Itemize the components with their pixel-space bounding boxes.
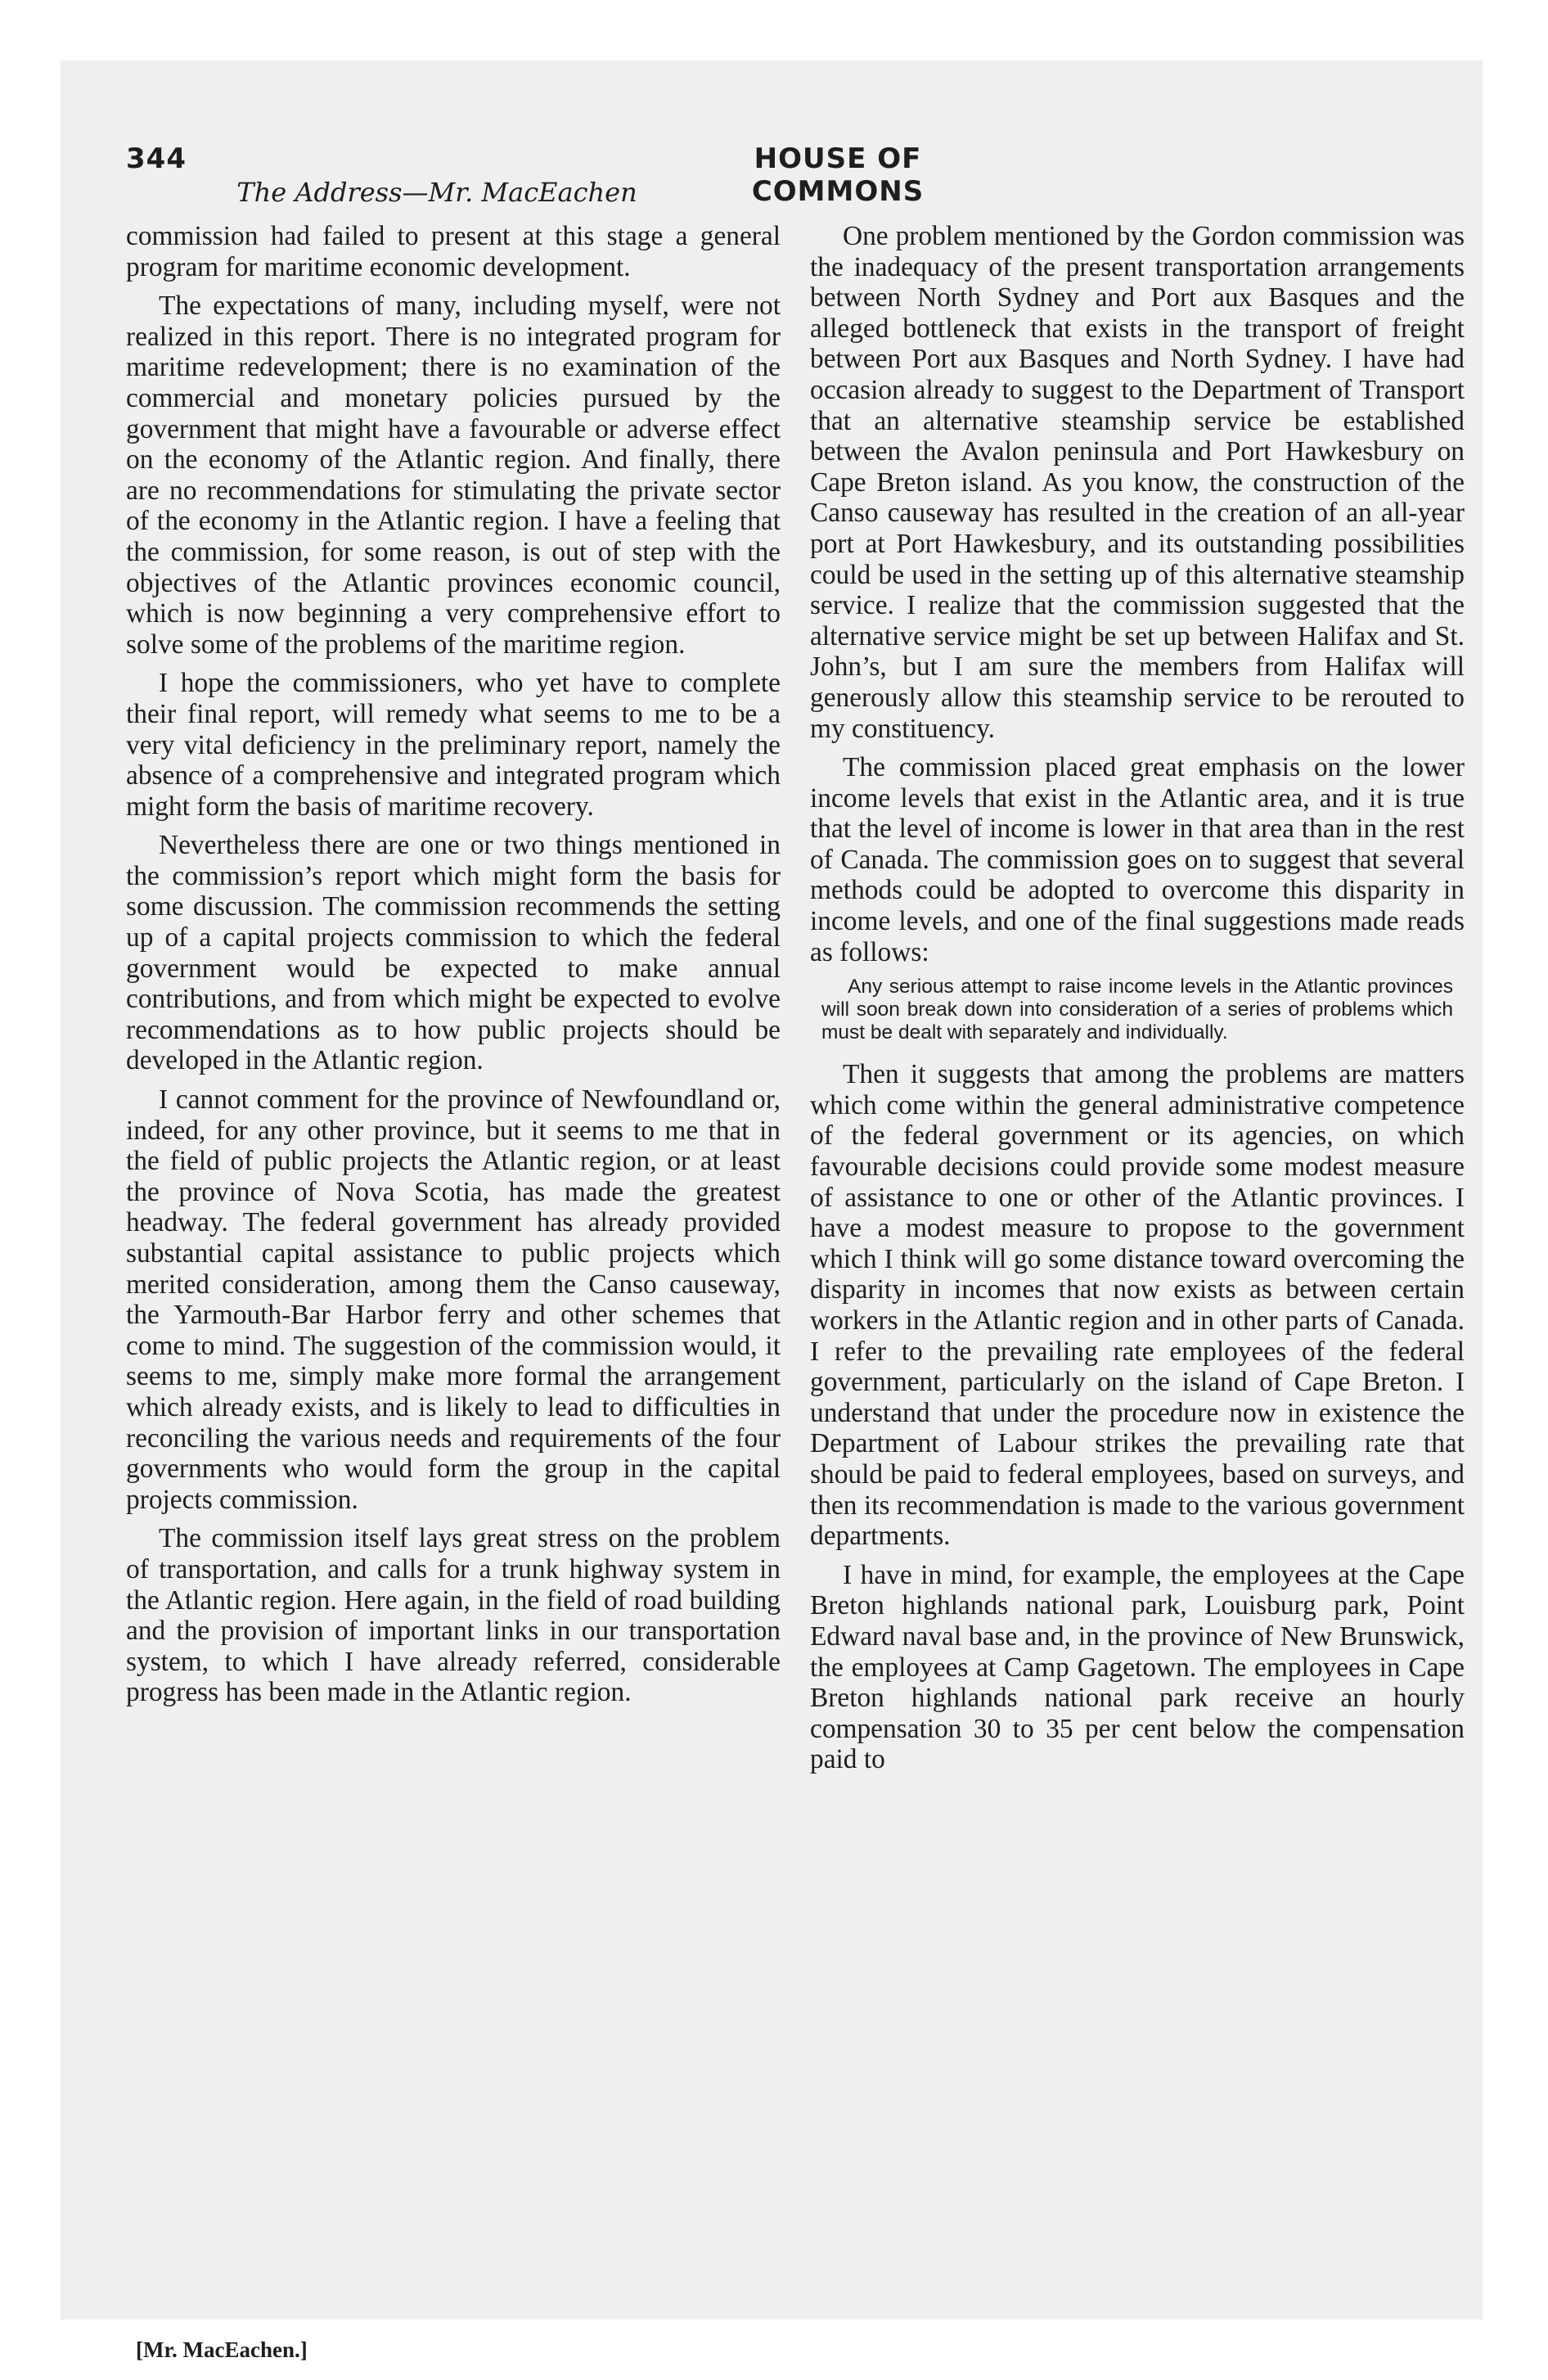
paragraph: Then it suggests that among the problems are matters which come within the general administrative competence of the federal government or its agencies, on which favourable decisions could provide some modest measure of assistance to one or other of the Atlantic provinces. I have a modest measure to propose to the government which I think will go some distance toward overcoming the disparity in incomes that now exists as between certain workers in the Atlantic region and in other parts of Canada. I refer to the prevailing rate employees of the federal government, particularly on the island of Cape Breton. I understand that under the procedure now in existence the Department of Labour strikes the prevailing rate that should be paid to federal employees, based on surveys, and then its recommendation is made to the various government departments. — [810, 1059, 1465, 1552]
paragraph: Nevertheless there are one or two things mentioned in the commission’s report which might form the basis for some discussion. The commission recommends the setting up of a capital projects commission to which the federal government would be expected to make annual contributions, and from which might be expected to evolve recommendations as to how public projects should be developed in the Atlantic region. — [126, 830, 781, 1076]
document-page — [61, 61, 1483, 2362]
paragraph: commission had failed to present at this stage a general program for maritime economic development. — [126, 221, 781, 282]
paragraph: The commission placed great emphasis on the lower income levels that exist in the Atlantic area, and it is true that the level of income is lower in that area than in the rest of Canada. The commission goes on to suggest that several methods could be adopted to overcome this disparity in income levels, and one of the final suggestions made reads as follows: — [810, 752, 1465, 967]
paragraph: The expectations of many, including myself, were not realized in this report. There is no integrated program for maritime redevelopment; there is no examination of the commercial and monetary policies pursued by the government that might have a favourable or adverse effect on the economy of the Atlantic region. And finally, there are no recommendations for stimulating the private sector of the economy in the Atlantic region. I have a feeling that the commission, for some reason, is out of step with the objectives of the Atlantic provinces economic council, which is now beginning a very comprehensive effort to solve some of the problems of the maritime region. — [126, 291, 781, 660]
block-quote: Any serious attempt to raise income levels in the Atlantic provinces will soon break down into consideration of a series of problems which must be dealt with separately and individually. — [821, 976, 1453, 1044]
paragraph: I have in mind, for example, the employees at the Cape Breton highlands national park, Louisburg park, Point Edward naval base and, in the province of New Brunswick, the employees at Camp Gagetown. The employees in Cape Breton highlands national park receive an hourly compensation 30 to 35 per cent below the compensation paid to — [810, 1559, 1465, 1775]
paragraph: I cannot comment for the province of Newfoundland or, indeed, for any other province, but it seems to me that in the field of public projects the Atlantic region, or at least the province of Nova Scotia, has made the greatest headway. The federal government has already provided substantial capital assistance to public projects which merited consideration, among them the Canso causeway, the Yarmouth-Bar Harbor ferry and other schemes that come to mind. The suggestion of the commission would, it seems to me, simply make more formal the arrangement which already exists, and is likely to lead to difficulties in reconciling the various needs and requirements of the four governments who would form the group in the capital projects commission. — [126, 1084, 781, 1515]
running-title: HOUSE OF COMMONS — [751, 142, 925, 208]
paragraph: One problem mentioned by the Gordon commission was the inadequacy of the present transportation arrangements between North Sydney and Port aux Basques and the alleged bottleneck that exists in the transport of freight between Port aux Basques and North Sydney. I have had occasion already to suggest to the Department of Transport that an alternative steamship service be established between the Avalon peninsula and Port Hawkesbury on Cape Breton island. As you know, the construction of the Canso causeway has resulted in the creation of an all-year port at Port Hawkesbury, and its outstanding possibilities could be used in the setting up of this alternative steamship service. I realize that the commission suggested that the alternative service might be set up between Halifax and St. John’s, but I am sure the members from Halifax will generously allow this steamship service to be rerouted to my constituency. — [810, 221, 1465, 744]
speaker-tag: [Mr. MacEachen.] — [136, 2337, 308, 2362]
paragraph: I hope the commissioners, who yet have to complete their final report, will remedy what seems to me to be a very vital deficiency in the preliminary report, namely the absence of a comprehensive and integrated program which might form the basis of maritime recovery. — [126, 668, 781, 822]
right-column — [810, 221, 1465, 1783]
page-number: 344 — [126, 142, 187, 175]
left-column — [126, 177, 781, 1716]
section-subtitle: The Address—Mr. MacEachen — [236, 177, 637, 208]
paragraph: The commission itself lays great stress on the problem of transportation, and calls for a trunk highway system in the Atlantic region. Here again, in the field of road building and the provision of important links in our transportation system, to which I have already referred, considerable progress has been made in the Atlantic region. — [126, 1523, 781, 1708]
